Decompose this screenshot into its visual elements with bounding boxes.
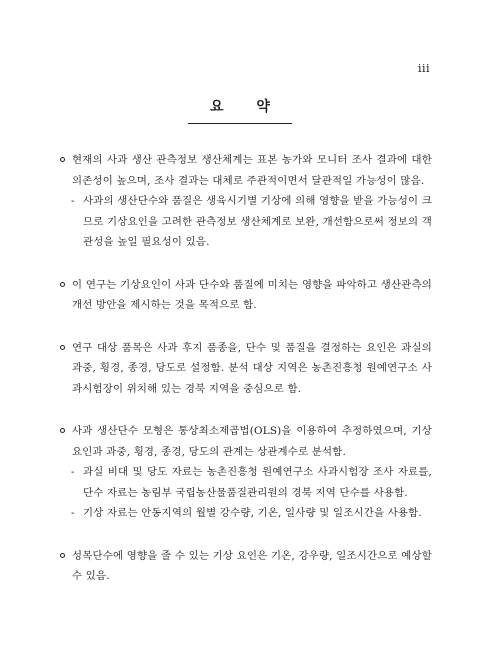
title-underline <box>188 123 292 124</box>
sub-item-text: 과실 비대 및 당도 자료는 농촌진흥청 원예연구소 사과시험장 조사 자료를, 단수 자료는 농림부 국립농산물품질관리원의 경북 지역 단수를 사용함. <box>83 466 432 499</box>
sub-item-text: 사과의 생산단수와 품질은 생육시기별 기상에 의해 영향을 받을 가능성이 크므로 기상요인을 고려한 관측정보 생산체계로 보완, 개선함으로써 정보의 객관성을 높일 필요성이 있음. <box>83 195 432 248</box>
page-title: 요 약 <box>210 99 284 115</box>
summary-bullet-1: 현재의 사과 생산 관측정보 생산체계는 표본 농가와 모니터 조사 결과에 대한 의존성이 높으며, 조사 결과는 대체로 주관적이면서 달관적일 가능성이 많음. <box>60 150 432 191</box>
summary-bullet-3: 연구 대상 품목은 사과 후지 품종을, 단수 및 품질을 결정하는 요인은 과실의 과중, 횡경, 종경, 당도로 설정함. 분석 대상 지역은 농촌진흥청 원예연구소 사과시험장이 위치해 있는 경북 지역을 중심으로 함. <box>60 338 432 400</box>
sub-item-text: 기상 자료는 안동지역의 월별 강수량, 기온, 일사량 및 일조시간을 사용함. <box>83 507 422 519</box>
summary-body <box>60 150 432 587</box>
summary-bullet-5: 성목단수에 영향을 줄 수 있는 기상 요인은 기온, 강우량, 일조시간으로 예상할 수 있음. <box>60 546 432 587</box>
summary-sub-item <box>60 503 432 524</box>
page-number: iii <box>418 62 431 75</box>
summary-sub-item <box>60 191 432 253</box>
dash-marker: - <box>71 195 75 207</box>
summary-bullet-4: 사과 생산단수 모형은 통상최소제곱법(OLS)을 이용하여 추정하였으며, 기상요인과 과중, 횡경, 종경, 당도의 관계는 상관계수로 분석함. <box>60 421 432 462</box>
dash-marker: - <box>71 507 75 519</box>
summary-sub-item <box>60 462 432 503</box>
summary-bullet-2: 이 연구는 기상요인이 사과 단수와 품질에 미치는 영향을 파악하고 생산관측의 개선 방안을 제시하는 것을 목적으로 함. <box>60 275 432 316</box>
dash-marker: - <box>71 466 75 478</box>
